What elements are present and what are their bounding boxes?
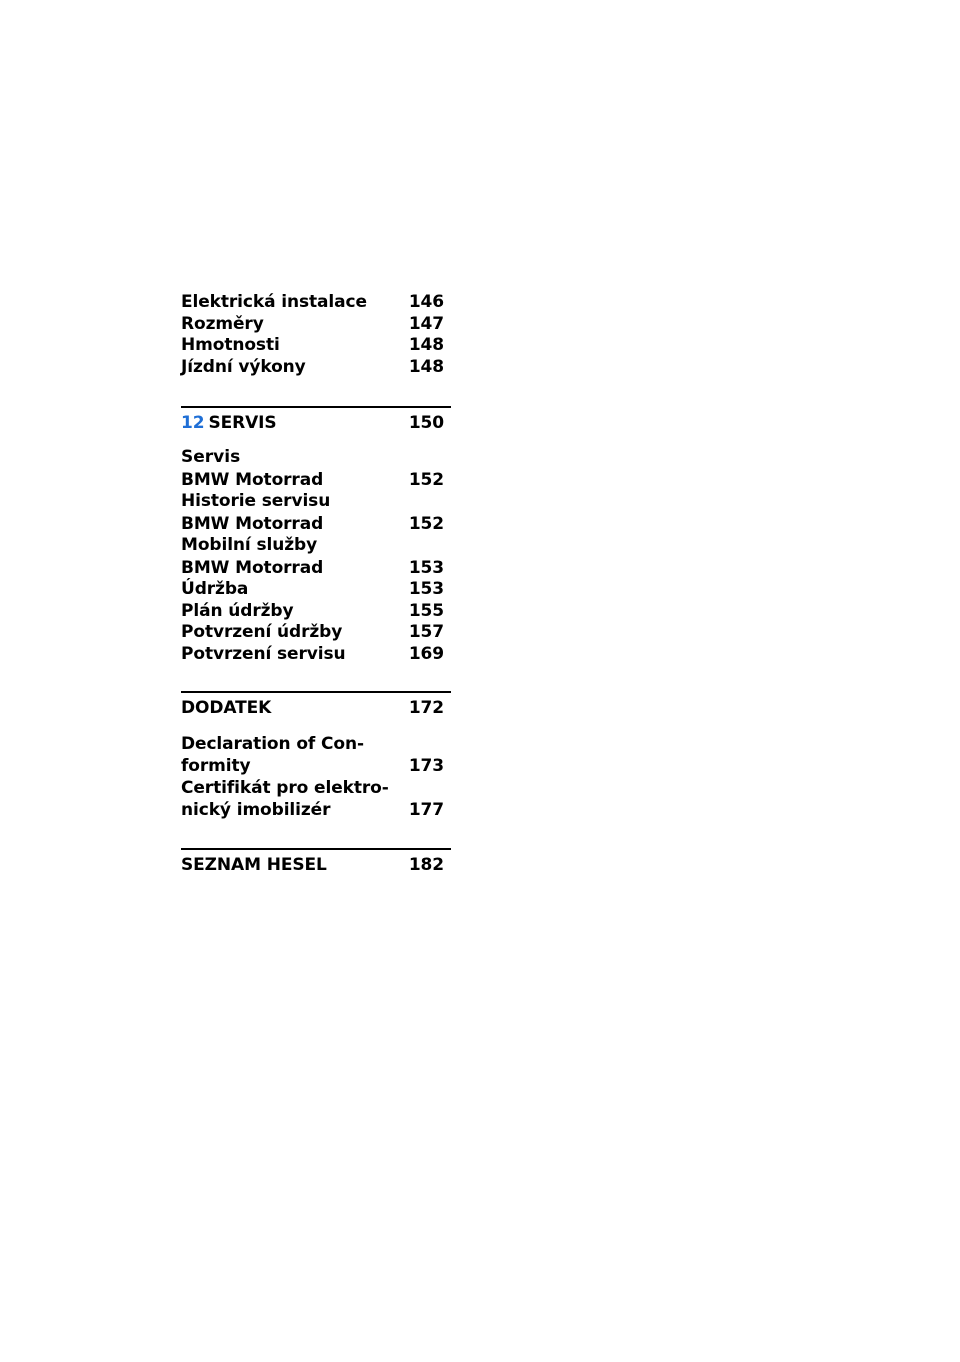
- toc-entry-udrzba[interactable]: [181, 579, 451, 601]
- chapter-heading-dodatek[interactable]: [181, 696, 451, 720]
- toc-entry-bmw-motorrad[interactable]: [181, 558, 451, 580]
- toc-entry-page: 152: [408, 513, 444, 534]
- toc-dodatek-subsection: [181, 734, 451, 821]
- toc-entry-page: 153: [408, 557, 444, 578]
- toc-entry-plan-udrzby[interactable]: [181, 601, 451, 623]
- toc-servis-subsection: [181, 447, 451, 665]
- toc-entry-page: 148: [408, 356, 444, 377]
- chapter-page: 182: [408, 855, 444, 875]
- toc-chapter-servis: [181, 406, 451, 435]
- toc-entry-title-line2: Mobilní služby: [181, 535, 318, 555]
- toc-entry-title: Údržba: [181, 579, 249, 599]
- chapter-title: SEZNAM HESEL: [181, 855, 327, 875]
- toc-entry-title-line1: BMW Motorrad: [181, 513, 324, 534]
- table-of-contents: [181, 292, 451, 877]
- toc-entry-title: Potvrzení údržby: [181, 622, 343, 642]
- toc-entry-potvrzeni-udrzby[interactable]: [181, 622, 451, 644]
- toc-entry-title: Elektrická instalace: [181, 292, 367, 312]
- toc-entry-page: 177: [408, 799, 444, 820]
- toc-entry-title: Rozměry: [181, 313, 264, 334]
- toc-entry-page: 169: [408, 643, 444, 664]
- toc-entry-page: 146: [408, 292, 444, 312]
- toc-entry-certifikat-imobilizer[interactable]: [181, 778, 451, 821]
- chapter-title: DODATEK: [181, 698, 272, 718]
- toc-entry-declaration-of-conformity[interactable]: [181, 734, 451, 777]
- toc-entry-page: 153: [408, 579, 444, 599]
- chapter-page: 150: [408, 413, 444, 433]
- toc-entry-mobilni-sluzby[interactable]: [181, 514, 451, 557]
- toc-entry-page: 157: [408, 622, 444, 642]
- toc-entry-page: 147: [408, 313, 444, 334]
- toc-chapter-dodatek: [181, 691, 451, 720]
- toc-chapter-seznam-hesel: [181, 848, 451, 877]
- chapter-page: 172: [408, 698, 444, 718]
- toc-entry-title-line2: nický imobilizér: [181, 799, 331, 820]
- chapter-heading-seznam-hesel[interactable]: [181, 853, 451, 877]
- toc-entry-title-line1: BMW Motorrad: [181, 469, 324, 490]
- toc-entry-page: 152: [408, 469, 444, 490]
- toc-entry-historie-servisu[interactable]: [181, 470, 451, 513]
- toc-entry-title: Hmotnosti: [181, 335, 280, 355]
- toc-entry-page: 155: [408, 600, 444, 621]
- chapter-number: 12: [181, 413, 205, 433]
- toc-entry-title-line2: Historie servisu: [181, 491, 331, 511]
- toc-entry-title-line1: Certifikát pro elektro-: [181, 778, 389, 798]
- toc-entry-page: 148: [408, 335, 444, 355]
- chapter-heading-servis[interactable]: [181, 411, 451, 435]
- subsection-heading-servis: Servis: [181, 447, 241, 467]
- toc-entry-rozmery[interactable]: [181, 314, 451, 336]
- toc-entry-title: Potvrzení servisu: [181, 643, 346, 664]
- toc-entry-title-line1: Declaration of Con-: [181, 734, 364, 754]
- toc-entry-title: Jízdní výkony: [181, 356, 306, 377]
- toc-entry-title: Plán údržby: [181, 600, 294, 621]
- toc-entry-potvrzeni-servisu[interactable]: [181, 644, 451, 666]
- toc-entry-title: BMW Motorrad: [181, 557, 324, 578]
- chapter-title: SERVIS: [208, 413, 277, 433]
- toc-section-top: [181, 292, 451, 378]
- toc-entry-title-line2: formity: [181, 755, 251, 776]
- toc-entry-hmotnosti[interactable]: [181, 335, 451, 357]
- toc-entry-page: 173: [408, 755, 444, 776]
- toc-entry-jizdni-vykony[interactable]: [181, 357, 451, 379]
- toc-entry-elektricka-instalace[interactable]: [181, 292, 451, 314]
